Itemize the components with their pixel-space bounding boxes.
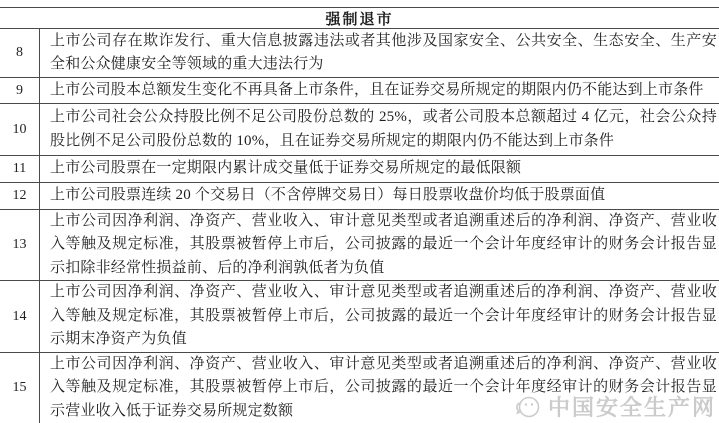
row-number: 14: [0, 281, 40, 352]
table-title: 强制退市: [325, 11, 394, 28]
row-text: 上市公司存在欺诈发行、重大信息披露违法或者其他涉及国家安全、公共安全、生态安全、生产安全和公众健康安全等领域的重大违法行为: [50, 32, 717, 72]
table-row: [0, 155, 719, 182]
row-text-cell: [40, 210, 719, 280]
table-row: [0, 103, 719, 155]
table-body: [0, 28, 719, 423]
watermark-label: 中国安全生产网: [547, 395, 716, 420]
row-text: 上市公司因净利润、净资产、营业收入、审计意见类型或者追溯重述后的净利润、净资产、营业收入等触及规定标准，其股票被暂停上市后，公司披露的最近一个会计年度经审计的财务会计报告显示期末净资产为负值: [50, 284, 717, 348]
row-text-cell: [40, 78, 719, 103]
table-row: [0, 280, 719, 352]
row-text-cell: [40, 353, 719, 423]
row-text-cell: [40, 29, 719, 77]
row-text: 上市公司因净利润、净资产、营业收入、审计意见类型或者追溯重述后的净利润、净资产、营业收入等触及规定标准，其股票被暂停上市后，公司披露的最近一个会计年度经审计的财务会计报告显示营业收入低于证券交易所规定数额: [50, 355, 717, 419]
row-number: 10: [0, 104, 40, 155]
row-number: 8: [0, 29, 40, 77]
table-header: [0, 7, 719, 28]
row-text: 上市公司股票在一定期限内累计成交量低于证券交易所规定的最低限额: [50, 160, 522, 177]
table-row: [0, 182, 719, 209]
delisting-table: [0, 7, 719, 423]
table-row: [0, 28, 719, 77]
row-text-cell: [40, 156, 719, 182]
row-text: 上市公司因净利润、净资产、营业收入、审计意见类型或者追溯重述后的净利润、净资产、营业收入等触及规定标准，其股票被暂停上市后，公司披露的最近一个会计年度经审计的财务会计报告显示扣除非经常性损益前、后的净利润孰低者为负值: [50, 212, 717, 276]
row-number: 13: [0, 210, 40, 280]
row-text: 上市公司股本总额发生变化不再具备上市条件，且在证券交易所规定的期限内仍不能达到上市条件: [50, 81, 704, 98]
row-number: 12: [0, 183, 40, 209]
row-text-cell: [40, 104, 719, 155]
row-number: 15: [0, 353, 40, 423]
row-number: 11: [0, 156, 40, 182]
row-text-cell: [40, 281, 719, 352]
row-text: 上市公司股票连续 20 个交易日（不含停牌交易日）每日股票收盘价均低于股票面值: [50, 187, 606, 204]
table-row: [0, 352, 719, 423]
row-text: 上市公司社会公众持股比例不足公司股份总数的 25%，或者公司股本总额超过 4 亿元，社会公众持股比例不足公司股份总数的 10%，且在证券交易所规定的期限内仍不能达到上市条件: [50, 109, 717, 149]
table-row: [0, 209, 719, 280]
row-text-cell: [40, 183, 719, 209]
table-row: [0, 77, 719, 103]
row-number: 9: [0, 78, 40, 103]
